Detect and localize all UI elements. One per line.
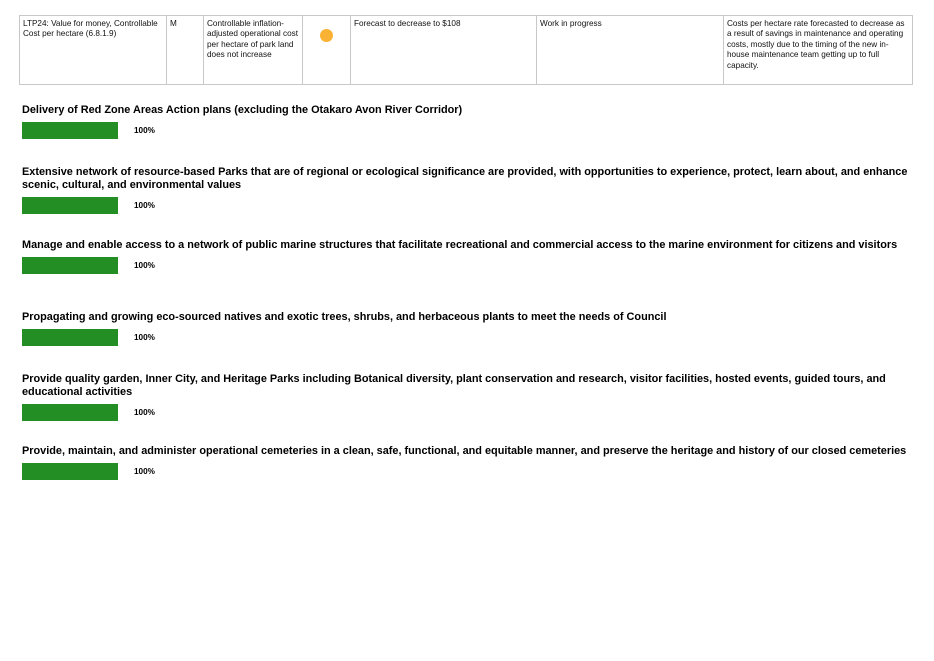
section-title: Manage and enable access to a network of public marine structures that facilitate recreational and commercial access to the marine environment for citizens and visitors <box>22 239 898 251</box>
section-eco-sourced-plants <box>22 311 922 346</box>
progress-bar <box>22 329 118 346</box>
progress-percent: 100% <box>134 332 155 342</box>
commentary-cell: Costs per hectare rate forecasted to decrease as a result of savings in maintenance and operating costs, mostly due to the timing of the new in-house maintenance team getting up to full capacity. <box>724 16 913 85</box>
progress-percent: 100% <box>134 407 155 417</box>
table-row <box>20 16 913 85</box>
status-cell <box>303 16 351 85</box>
kpi-table <box>19 15 913 85</box>
target-cell: Controllable inflation-adjusted operational cost per hectare of park land does not increase <box>204 16 303 85</box>
progress-cell: Work in progress <box>537 16 724 85</box>
progress-bar <box>22 122 118 139</box>
progress-bar-fill <box>22 197 118 214</box>
progress-bar <box>22 404 118 421</box>
progress-bar-fill <box>22 404 118 421</box>
progress-bar <box>22 257 118 274</box>
section-title: Propagating and growing eco-sourced natives and exotic trees, shrubs, and herbaceous plants to meet the needs of Council <box>22 311 667 323</box>
section-title: Provide, maintain, and administer operational cemeteries in a clean, safe, functional, and equitable manner, and preserve the heritage and history of our closed cemeteries <box>22 445 907 457</box>
progress-percent: 100% <box>134 200 155 210</box>
measure-cell: LTP24: Value for money, Controllable Cost per hectare (6.8.1.9) <box>20 16 167 85</box>
code-cell: M <box>167 16 204 85</box>
section-cemeteries <box>22 445 922 480</box>
progress-bar-fill <box>22 257 118 274</box>
section-title: Extensive network of resource-based Parks that are of regional or ecological significance are provided, with opportunities to experience, protect, learn about, and enhance scenic, cultural, and environmental values <box>22 166 908 191</box>
section-title: Delivery of Red Zone Areas Action plans (excluding the Otakaro Avon River Corridor) <box>22 104 463 116</box>
status-dot-icon <box>320 29 333 42</box>
forecast-cell: Forecast to decrease to $108 <box>351 16 537 85</box>
section-title: Provide quality garden, Inner City, and Heritage Parks including Botanical diversity, plant conservation and research, visitor facilities, hosted events, guided tours, and educational activities <box>22 373 886 398</box>
progress-bar <box>22 197 118 214</box>
progress-bar-fill <box>22 122 118 139</box>
section-heritage-parks <box>22 373 922 421</box>
progress-percent: 100% <box>134 125 155 135</box>
progress-bar <box>22 463 118 480</box>
progress-percent: 100% <box>134 260 155 270</box>
progress-bar-fill <box>22 463 118 480</box>
section-red-zone <box>22 104 922 139</box>
progress-bar-fill <box>22 329 118 346</box>
section-marine-structures <box>22 239 922 274</box>
progress-percent: 100% <box>134 466 155 476</box>
section-regional-parks <box>22 166 922 214</box>
